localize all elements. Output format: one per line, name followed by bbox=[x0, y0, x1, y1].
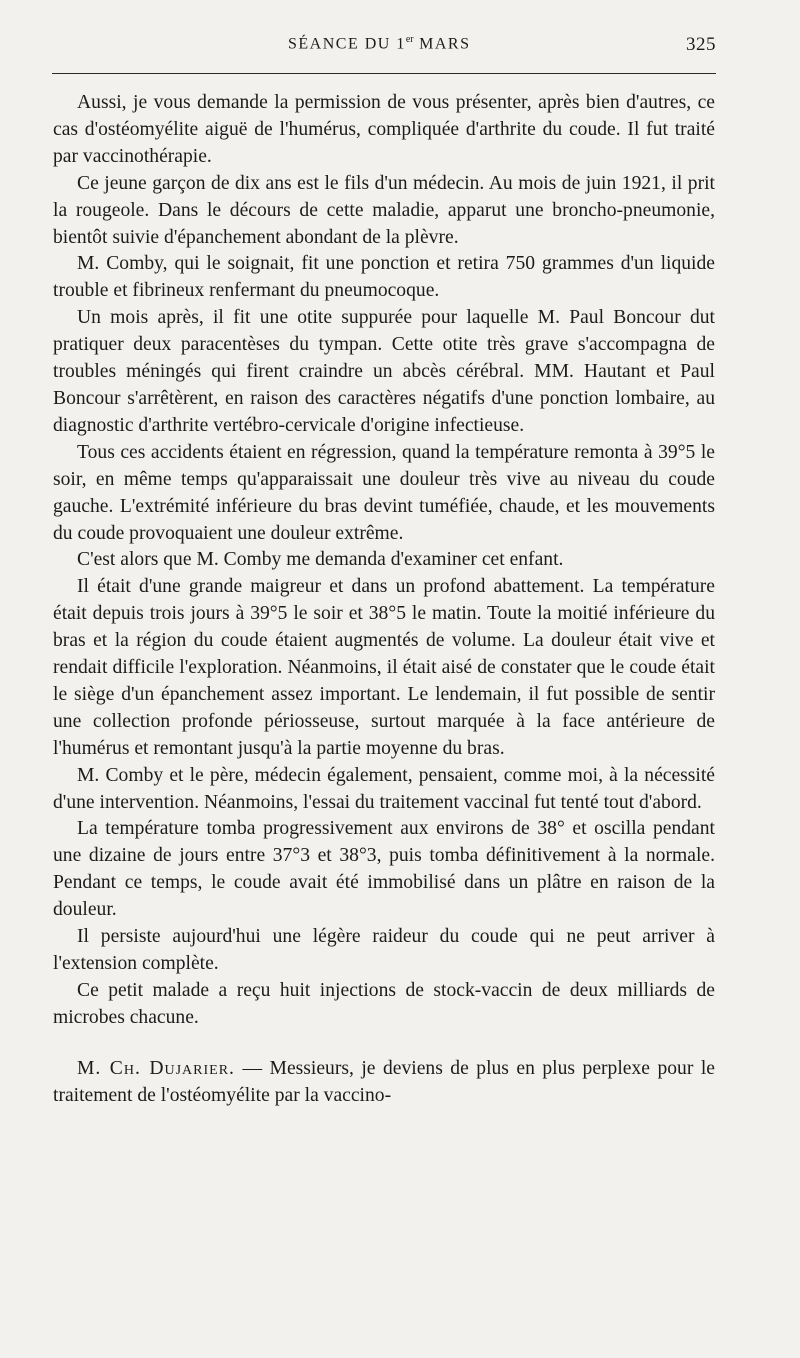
paragraph: Tous ces accidents étaient en régression, quand la température remonta à 39°5 le soir, en même temps qu'apparaissait une douleur très vive au niveau du coude gauche. L'extrémité inférieure du bras devint tuméfiée, chaude, et les mouvements du coude provoquaient une douleur extrême. bbox=[53, 441, 715, 544]
discussion-paragraph bbox=[53, 1056, 715, 1110]
paragraph: Il était d'une grande maigreur et dans un profond abattement. La température était depuis trois jours à 39°5 le soir et 38°5 le matin. Toute la moitié inférieure du bras et la région du coude étaient augmentés de volume. La douleur était vive et rendait difficile l'exploration. Néanmoins, il était aisé de constater que le coude était le siège d'un épanchement assez important. Le lendemain, il fut possible de sentir une collection profonde périosseuse, surtout marquée à la face antérieure de l'humérus et remontant jusqu'à la partie moyenne du bras. bbox=[53, 576, 715, 759]
discussion-text: — Messieurs, je deviens de plus en plus perplexe pour le traitement de l'ostéomyélite par la vaccino- bbox=[53, 1057, 715, 1106]
page-number: 325 bbox=[686, 34, 716, 55]
paragraph: Ce petit malade a reçu huit injections de stock-vaccin de deux milliards de microbes chacune. bbox=[53, 979, 715, 1028]
paragraph: Il persiste aujourd'hui une légère raideur du coude qui ne peut arriver à l'extension complète. bbox=[53, 926, 715, 974]
paragraph: Ce jeune garçon de dix ans est le fils d'un médecin. Au mois de juin 1921, il prit la rougeole. Dans le décours de cette maladie, apparut une broncho-pneumonie, bientôt suivie d'épanchement abondant de la plèvre. bbox=[53, 172, 715, 248]
paragraph: La température tomba progressivement aux environs de 38° et oscilla pendant une dizaine de jours entre 37°3 et 38°3, puis tomba définitivement à la normale. Pendant ce temps, le coude avait été immobilisé dans un plâtre en raison de la douleur. bbox=[53, 818, 715, 921]
paragraph: M. Comby, qui le soignait, fit une ponction et retira 750 grammes d'un liquide trouble et fibrineux renfermant du pneumocoque. bbox=[53, 253, 715, 302]
body-text bbox=[53, 90, 715, 1110]
running-title: SÉANCE DU 1er MARS bbox=[288, 34, 471, 53]
running-header bbox=[52, 34, 716, 58]
paragraph: M. Comby et le père, médecin également, pensaient, comme moi, à la nécessité d'une intervention. Néanmoins, l'essai du traitement vaccinal fut tenté tout d'abord. bbox=[53, 764, 715, 813]
header-rule bbox=[52, 73, 716, 74]
paragraph: Aussi, je vous demande la permission de vous présenter, après bien d'autres, ce cas d'ostéomyélite aiguë de l'humérus, compliquée d'arthrite du coude. Il fut traité par vaccinothérapie. bbox=[53, 92, 715, 167]
speaker-name: M. Ch. Dujarier. bbox=[77, 1057, 235, 1079]
paragraph: C'est alors que M. Comby me demanda d'examiner cet enfant. bbox=[77, 549, 564, 571]
paragraph: Un mois après, il fit une otite suppurée pour laquelle M. Paul Boncour dut pratiquer deux paracentèses du tympan. Cette otite très grave s'accompagna de troubles méningés qui firent craindre un abcès cérébral. MM. Hautant et Paul Boncour s'arrêtèrent, en raison des caractères négatifs d'une ponction lombaire, au diagnostic d'arthrite vertébro-cervicale d'origine infectieuse. bbox=[53, 307, 715, 436]
